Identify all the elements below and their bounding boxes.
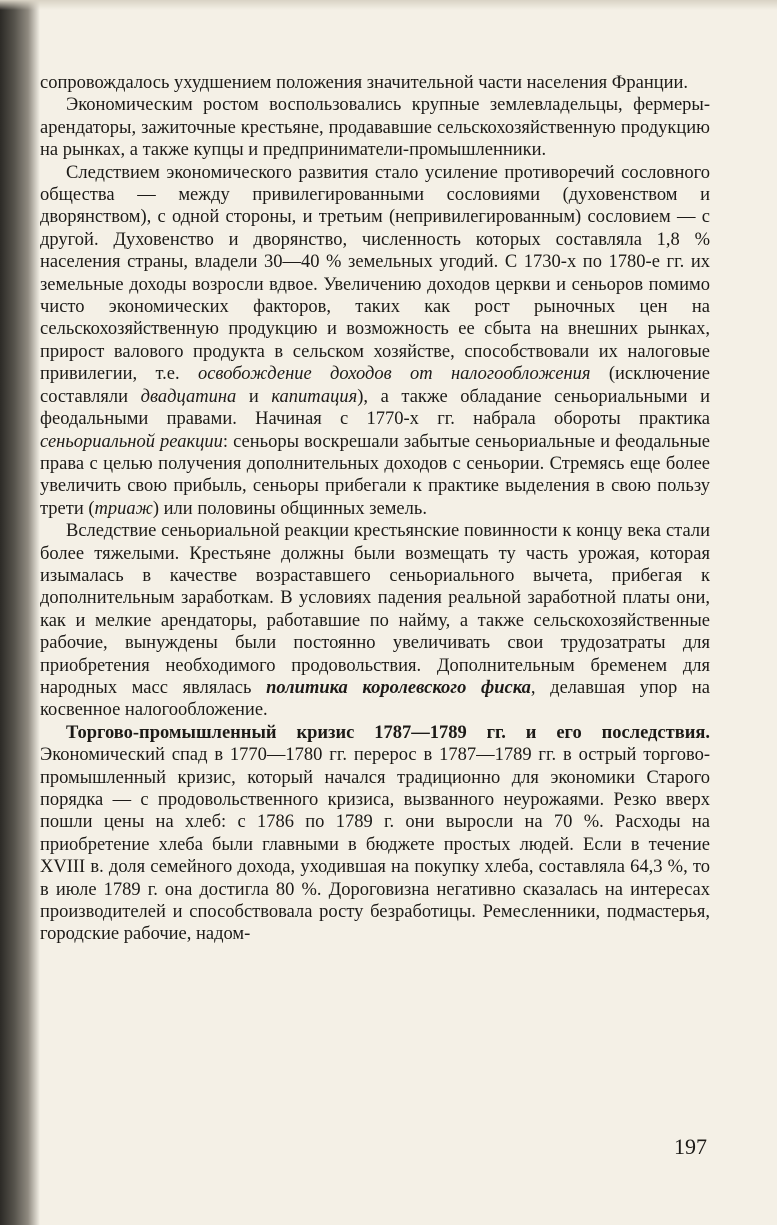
page-top-edge [0,0,777,10]
text-run: , делавшая упор на косвенное налогообложение. [40,677,711,721]
text-run: и [236,386,272,407]
text-run: ), а также обладание сеньориальными и феодальными правами. Начиная с 1770-х гг. набрала обороты практика [40,386,710,430]
paragraph-estate-contradictions [40,162,710,521]
paragraph-crisis [40,722,710,946]
emphasis-term: политика королевского фиска [266,677,531,698]
emphasis-term: двадцатина [140,386,237,407]
emphasis-term: триаж [94,498,153,519]
text-run: : сеньоры воскрешали забытые сеньориальные и феодальные права с целью получения дополнительных доходов с сеньории. Стремясь еще более увеличить свою прибыль, сеньоры прибегали к практике выделения в свою пользу трети ( [40,431,711,519]
text-run: Экономическим ростом воспользовались крупные землевладельцы, фермеры-арендаторы, зажиточные крестьяне, продававшие сельскохозяйственную продукцию на рынках, а также купцы и предприниматели-промышленники. [40,95,710,161]
section-heading: Торгово-промышленный кризис 1787—1789 гг. и его последствия. [66,722,710,743]
text-run: (исключение составляли [40,364,710,407]
book-spine-shadow [0,0,40,1225]
text-run: Следствием экономического развития стало усиление противоречий сословного общества — между привилегированными сословиями (духовенством и дворянством), с одной стороны, и третьим (непривилегированным) сословием — с другой. Духовенство и дворянство, численность которых составляла 1,8 % населения страны, владели 30—40 % земельных угодий. С 1730-х по 1780-е гг. их земельные доходы возросли вдвое. Увеличению доходов церкви и сеньоров помимо чисто экономических факторов, таких как рост рыночных цен на сельскохозяйственную продукцию и возможность ее сбыта на внешних рынках, прирост валового продукта в сельском хозяйстве, способствовали их налоговые привилегии, т.е. [40,162,710,385]
paragraph-continuation [40,72,710,94]
text-run: ) или половины общинных земель. [152,498,427,519]
paragraph-economic-growth [40,94,710,161]
text-run: сопровождалось ухудшением положения значительной части населения Франции. [40,73,689,93]
paragraph-seigneurial-reaction [40,520,710,722]
page-number: 197 [674,1134,707,1159]
text-run: Экономический спад в 1770—1780 гг. перерос в 1787—1789 гг. в острый торгово-промышленный кризис, который начался традиционно для экономики Старого порядка — с продовольственного кризиса, вызванного неурожаями. Резко вверх пошли цены на хлеб: с 1786 по 1789 г. они выросли на 70 %. Расходы на приобретение хлеба были главными в бюджете простых людей. Если в течение XVIII в. доля семейного дохода, уходившая на покупку хлеба, составляла 64,3 %, то в июле 1789 г. она достигла 80 %. Дороговизна негативно сказалась на интересах производителей и способствовала росту безработицы. Ремесленники, подмастерья, городские рабочие, надом- [40,745,710,945]
page-body [40,72,710,946]
text-run: Вследствие сеньориальной реакции крестьянские повинности к концу века стали более тяжелыми. Крестьяне должны были возмещать ту часть урожая, которая изымалась в качестве возраставшего сеньориального вычета, прибегая к дополнительным заработкам. В условиях падения реальной заработной платы они, как и мелкие арендаторы, работавшие по найму, а также сельскохозяйственные рабочие, вынуждены были постоянно увеличивать свои трудозатраты для приобретения необходимого продовольствия. Дополнительным бременем для народных масс являлась [40,521,710,698]
emphasis-term: капитация [271,386,358,407]
emphasis-term: освобождение доходов от налогообложения [197,364,591,385]
emphasis-term: сеньориальной реакции [40,431,223,452]
